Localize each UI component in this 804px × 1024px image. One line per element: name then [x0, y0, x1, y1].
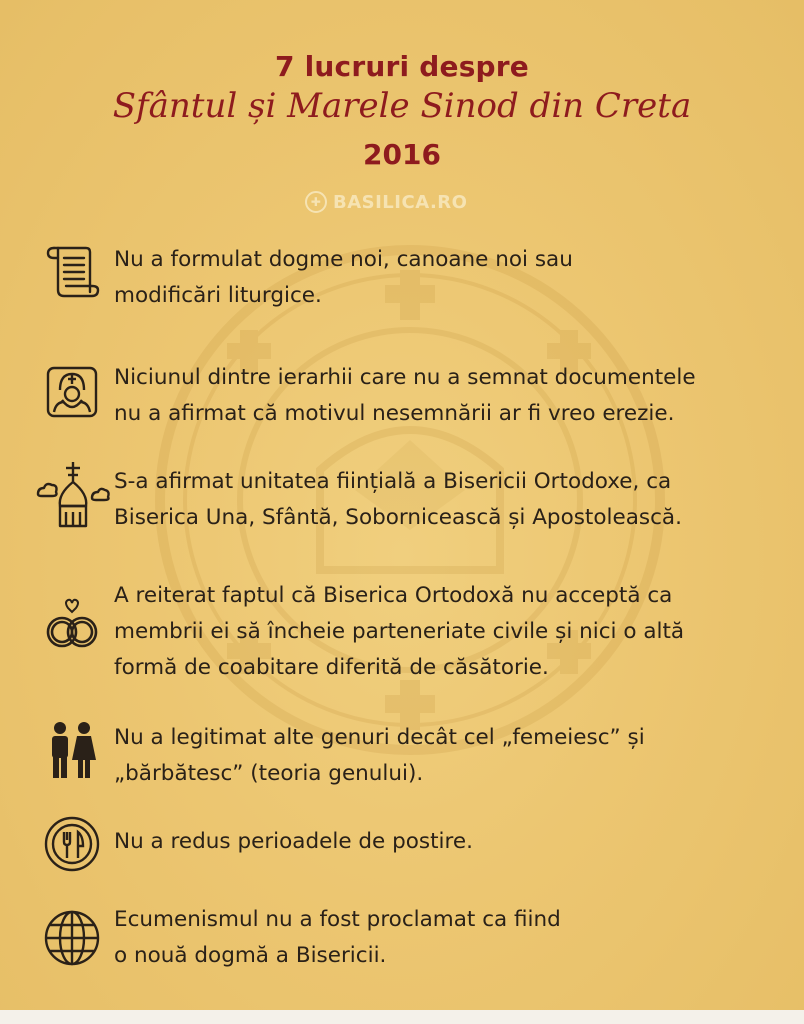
title-year: 2016: [363, 138, 441, 171]
church-dome-icon: [34, 460, 112, 532]
man-woman-icon: [40, 718, 104, 782]
item-text-line: membrii ei să încheie parteneriate civile și nici o altă: [114, 619, 685, 644]
item-text-line: „bărbătesc” (teoria genului).: [114, 761, 424, 786]
item-text-line: nu a afirmat că motivul nesemnării ar fi vreo erezie.: [114, 401, 675, 426]
basilica-logo-icon: ✚: [305, 191, 327, 213]
plate-fork-knife-icon: [40, 812, 104, 876]
globe-icon: [40, 906, 104, 970]
item-text-line: Nu a formulat dogme noi, canoane noi sau: [114, 247, 573, 272]
watermark: [305, 187, 467, 217]
bishop-icon: [40, 360, 104, 424]
bottom-strip: [0, 1010, 804, 1024]
item-text-line: formă de coabitare diferită de căsătorie.: [114, 655, 549, 680]
item-text-line: Nu a legitimat alte genuri decât cel „femeiesc” și: [114, 725, 645, 750]
item-text-line: Nu a redus perioadele de postire.: [114, 829, 473, 854]
title-line-2: Sfântul și Marele Sinod din Creta: [112, 86, 692, 126]
item-text-line: Niciunul dintre ierarhii care nu a semnat documentele: [114, 365, 696, 390]
title-line-1: 7 lucruri despre: [275, 50, 529, 83]
scroll-icon: [40, 240, 104, 304]
item-text-line: A reiterat faptul că Biserica Ortodoxă nu acceptă ca: [114, 583, 673, 608]
watermark-text: BASILICA.RO: [333, 191, 468, 213]
item-text-line: o nouă dogmă a Bisericii.: [114, 943, 387, 968]
wedding-rings-icon: [40, 592, 104, 656]
item-text-line: Biserica Una, Sfântă, Sobornicească și Apostolească.: [114, 505, 682, 530]
item-text-line: S-a afirmat unitatea ființială a Bisericii Ortodoxe, ca: [114, 469, 672, 494]
item-text-line: Ecumenismul nu a fost proclamat ca fiind: [114, 907, 561, 932]
item-text-line: modificări liturgice.: [114, 283, 322, 308]
